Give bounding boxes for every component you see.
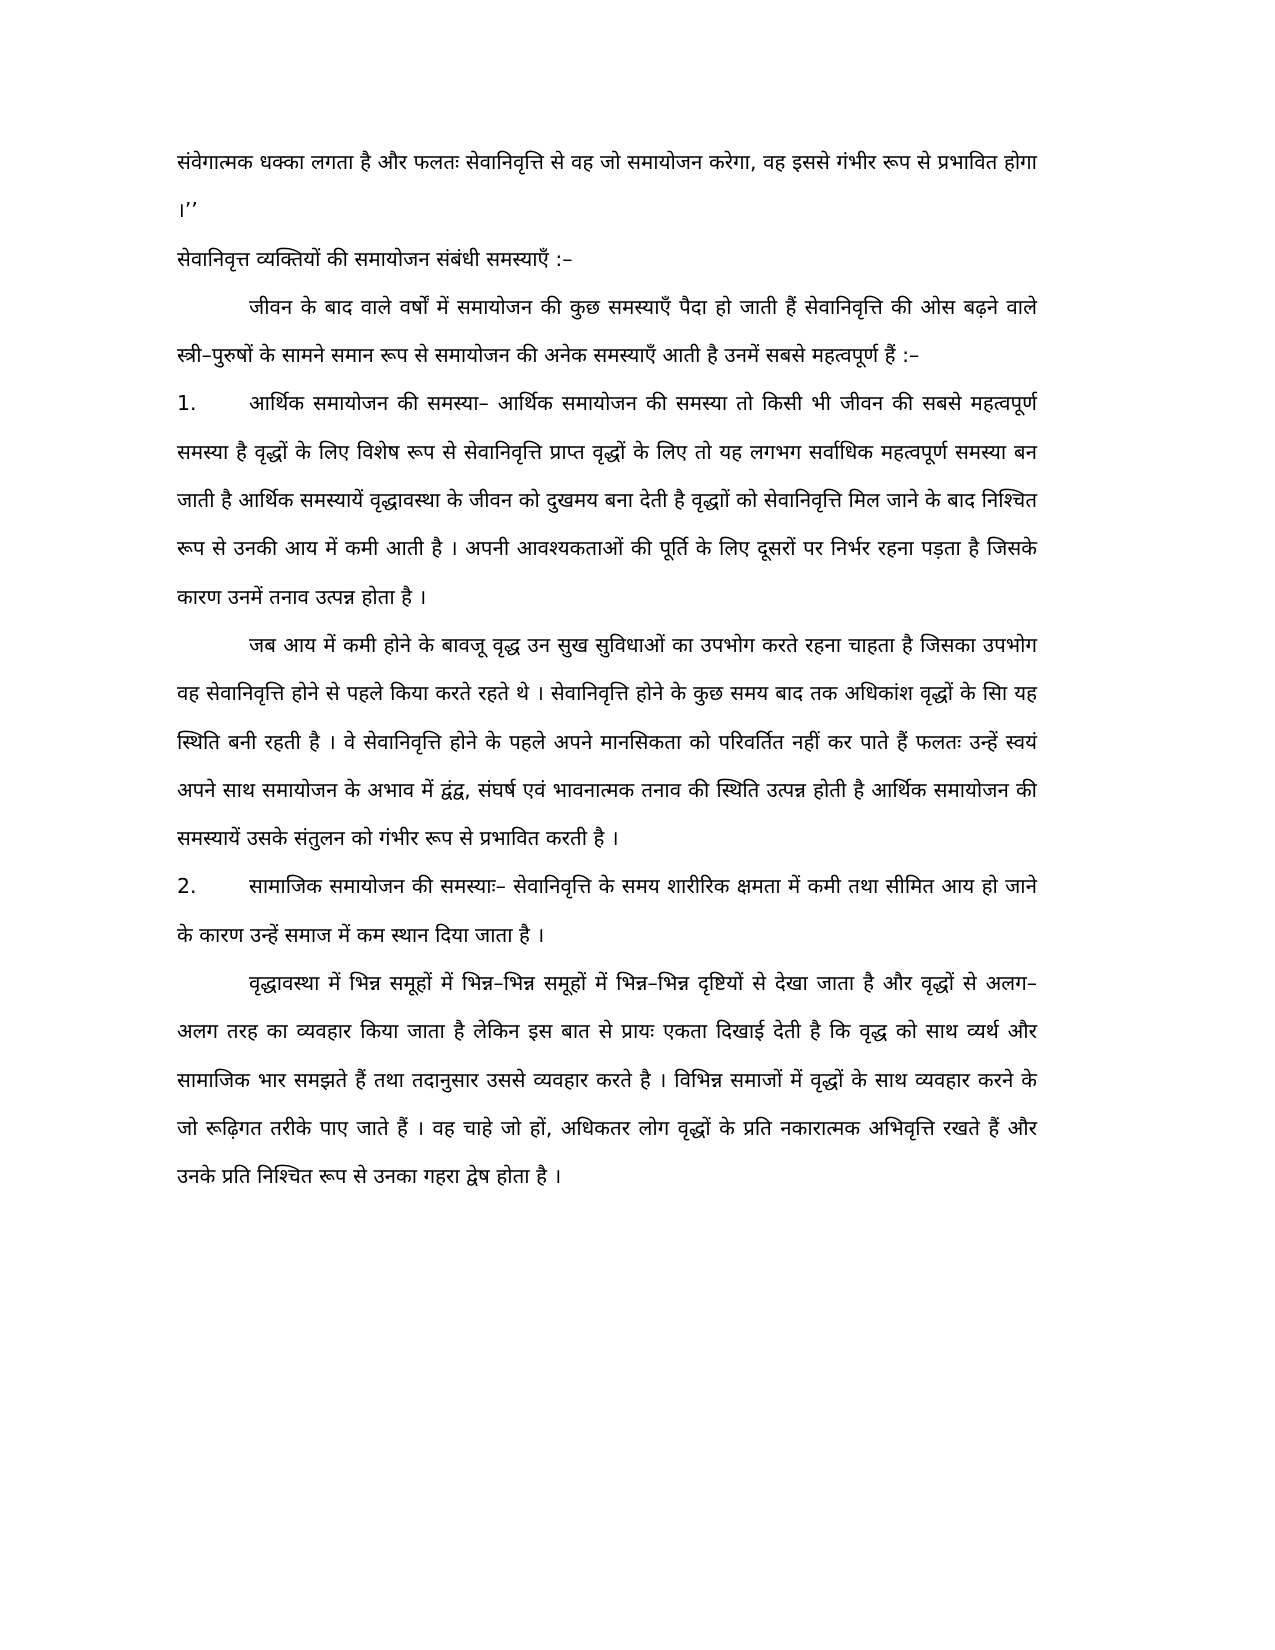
paragraph-intro: जीवन के बाद वाले वर्षों में समायोजन की कुछ समस्याएँ पैदा हो जाती हैं सेवानिवृत्ति की ओस बढ़ने वाले स्त्री–पुरुषों के सामने समान रूप से समायोजन की अनेक समस्याएँ आती है उनमें सबसे महत्वपूर्ण हैं :– (177, 294, 1037, 368)
document-page (177, 138, 1037, 1201)
paragraph-economic-detail: जब आय में कमी होने के बावजू वृद्ध उन सुख सुविधाओं का उपभोग करते रहना चाहता है जिसका उपभोग वह सेवानिवृत्ति होने से पहले किया करते रहते थे । सेवानिवृत्ति होने के कुछ समय बाद तक अधिकांश वृद्धों के साि यह स्थिति बनी रहती है । वे सेवानिवृत्ति होने के पहले अपने मानसिकता को परिवर्तित नहीं कर पाते हैं फलतः उन्हें स्वयं अपने साथ समायोजन के अभाव में द्वंद्व, संघर्ष एवं भावनात्मक तनाव की स्थिति उत्पन्न होती है आर्थिक समायोजन की समस्यायें उसके संतुलन को गंभीर रूप से प्रभावित करती है । (177, 632, 1037, 851)
paragraph-continued: संवेगात्मक धक्का लगता है और फलतः सेवानिवृत्ति से वह जो समायोजन करेगा, वह इससे गंभीर रूप से प्रभावित होगा ।’’ (177, 150, 1037, 223)
list-item-number: 2. (177, 874, 197, 899)
list-item-text: सामाजिक समायोजन की समस्याः– सेवानिवृत्ति के समय शारीरिक क्षमता में कमी तथा सीमित आय हो जाने के कारण उन्हें समाज में कम स्थान दिया जाता है । (177, 874, 1037, 947)
paragraph-social-detail: वृद्धावस्था में भिन्न समूहों में भिन्न–भिन्न समूहों में भिन्न–भिन्न दृष्टियों से देखा जाता है और वृद्धों से अलग–अलग तरह का व्यवहार किया जाता है लेकिन इस बात से प्रायः एकता दिखाई देती है कि वृद्ध को साथ व्यर्थ और सामाजिक भार समझते हैं तथा तदानुसार उससे व्यवहार करते है । विभिन्न समाजों में वृद्धों के साथ व्यवहार करने के जो रूढ़िगत तरीके पाए जाते हैं । वह चाहे जो हों, अधिकतर लोग वृद्धों के प्रति नकारात्मक अभिवृत्ति रखते हैं और उनके प्रति निश्चित रूप से उनका गहरा द्वेष होता है । (177, 971, 1037, 1189)
list-item-number: 1. (177, 391, 197, 416)
list-item-2 (177, 862, 1037, 959)
section-heading: सेवानिवृत्त व्यक्तियों की समायोजन संबंधी समस्याएँ :– (177, 246, 573, 271)
list-item-text: आर्थिक समायोजन की समस्या– आर्थिक समायोजन की समस्या तो किसी भी जीवन की सबसे महत्वपूर्ण समस्या है वृद्धों के लिए विशेष रूप से सेवानिवृत्ति प्राप्त वृद्धों के लिए तो यह लगभग सर्वाधिक महत्वपूर्ण समस्या बन जाती है आर्थिक समस्यायें वृद्धावस्था के जीवन को दुखमय बना देती है वृद्धाों को सेवानिवृत्ति मिल जाने के बाद निश्चित रूप से उनकी आय में कमी आती है । अपनी आवश्यकताओं की पूर्ति के लिए दूसरों पर निर्भर रहना पड़ता है जिसके कारण उनमें तनाव उत्पन्न होता है । (177, 391, 1038, 609)
list-item-1 (177, 379, 1037, 620)
